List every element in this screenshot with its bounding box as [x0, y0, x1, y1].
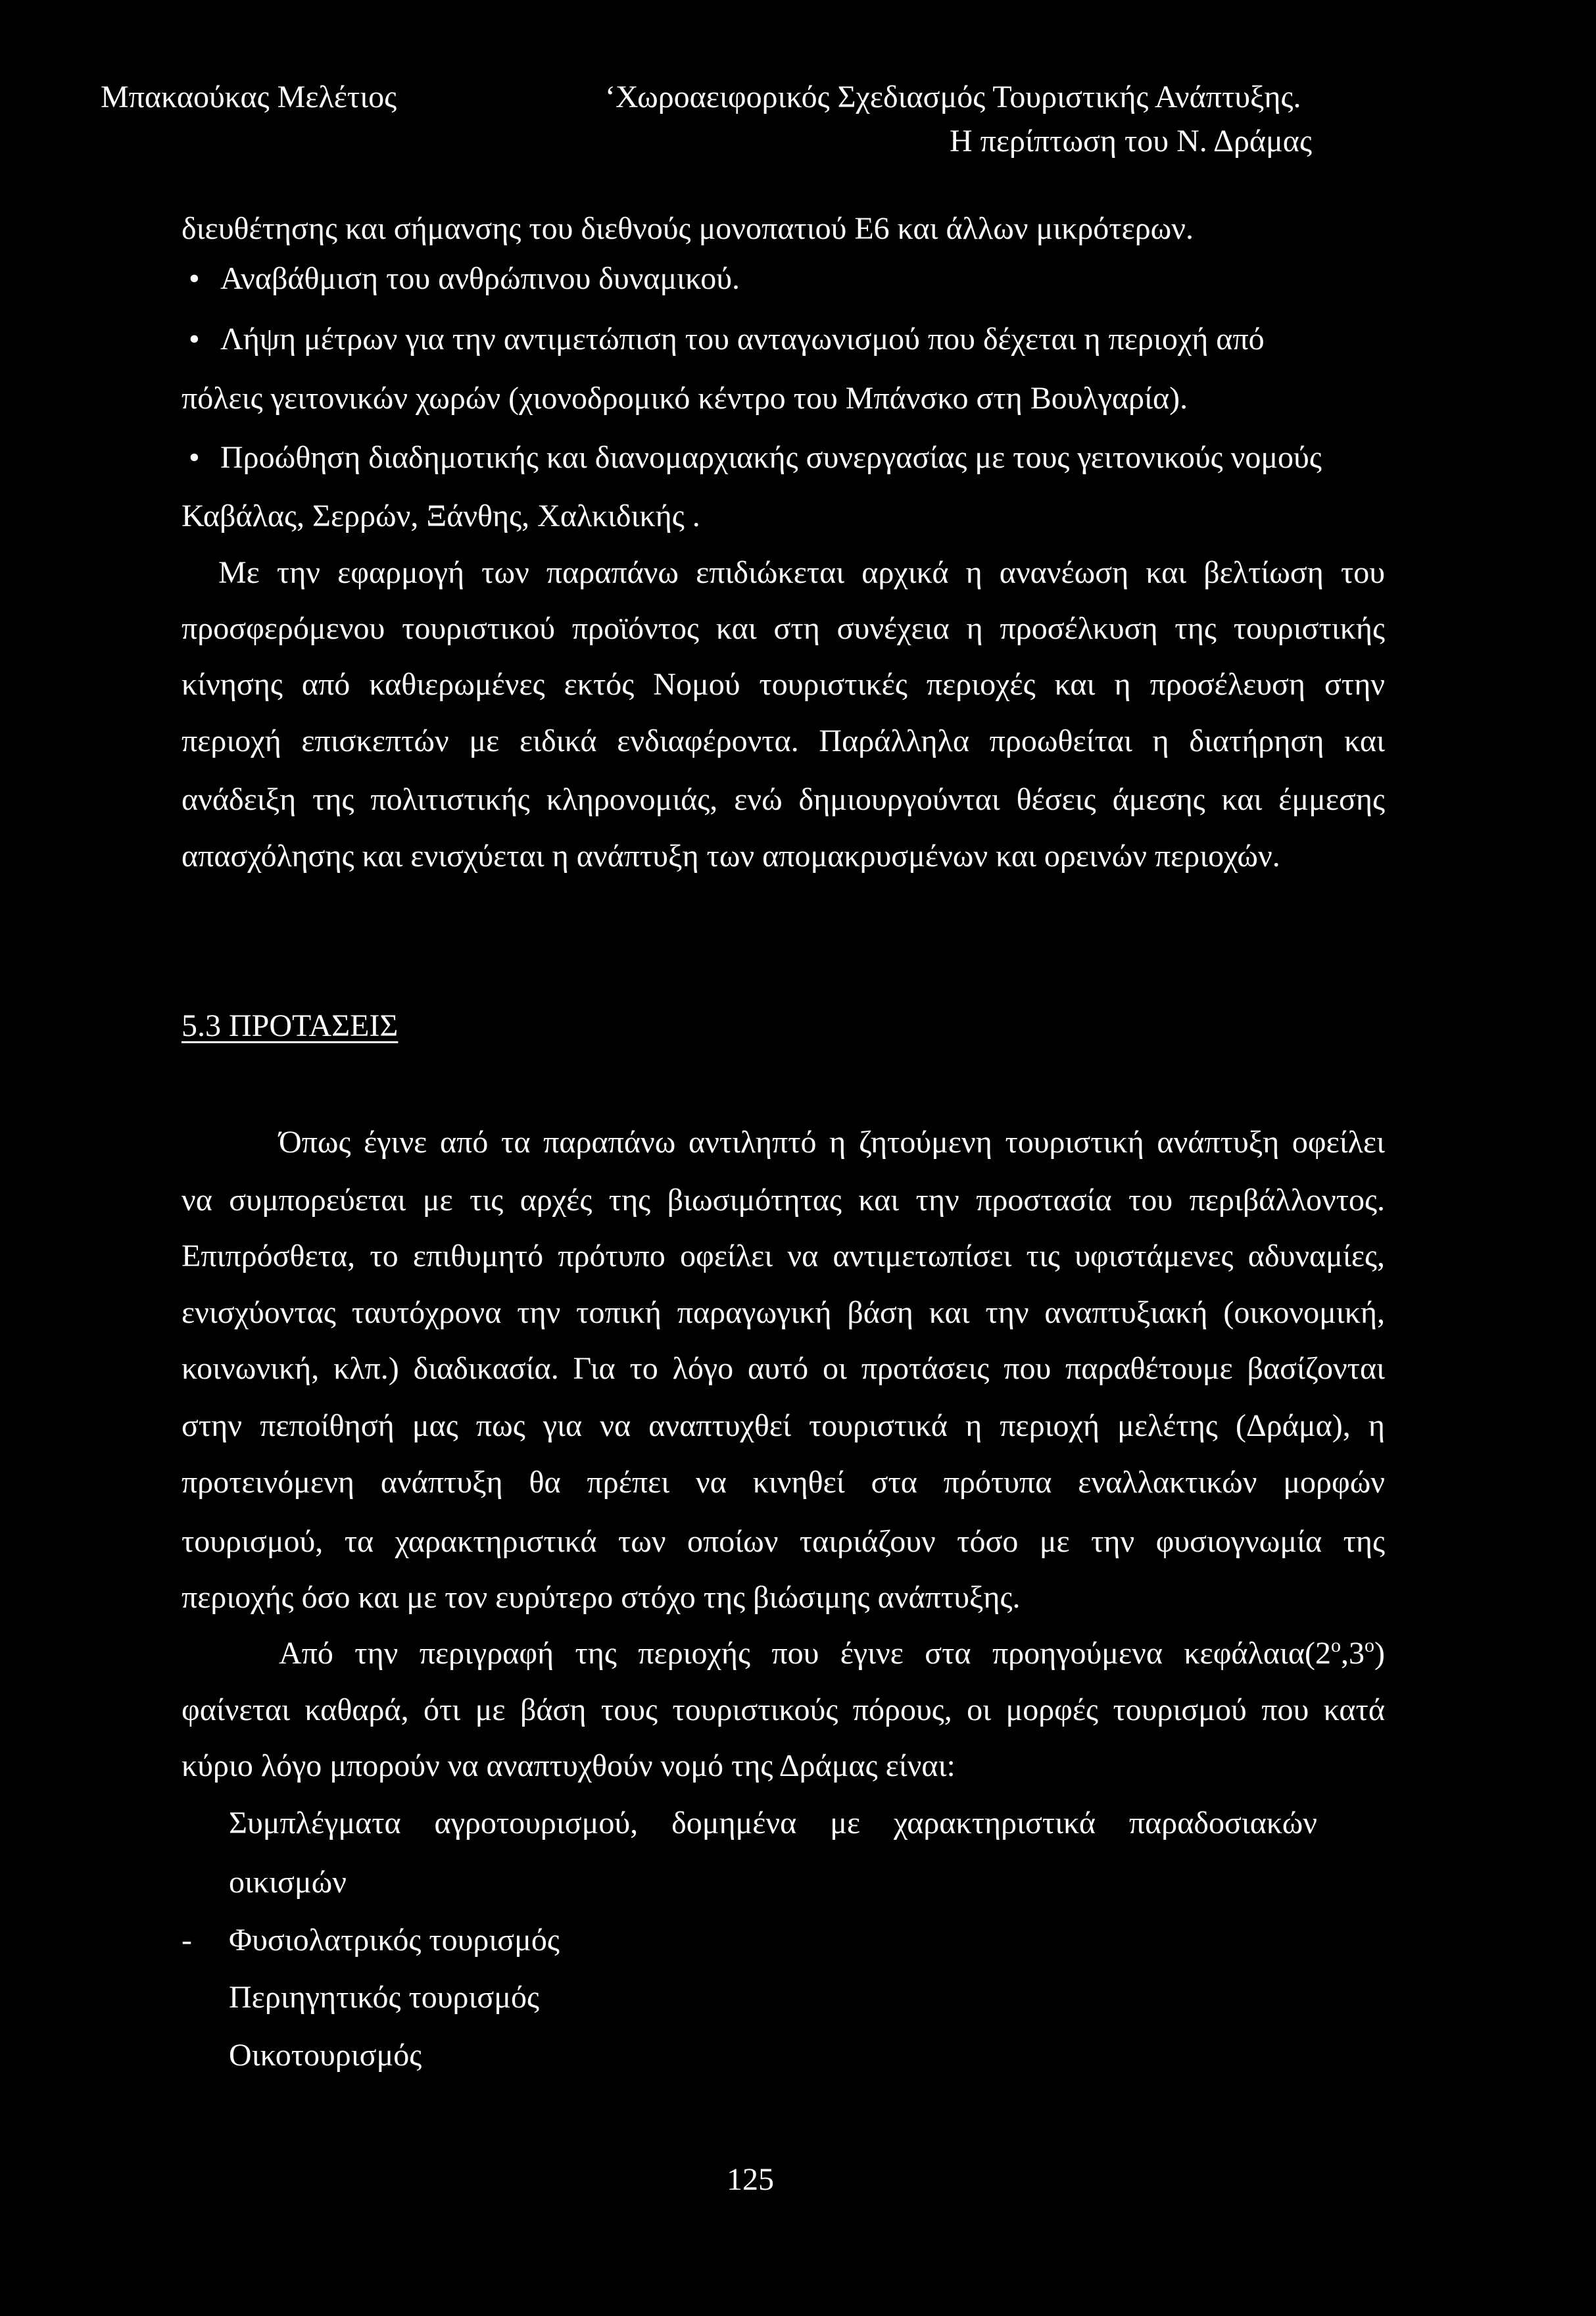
list-item: Συμπλέγματα αγροτουρισμού, δομημένα με χαρακτηριστικά παραδοσιακών	[229, 1806, 1317, 1840]
paragraph-line: ανάδειξη της πολιτιστικής κληρονομιάς, ενώ δημιουργούνται θέσεις άμεσης και έμμεσης	[181, 782, 1385, 817]
header-title-line-2: Η περίπτωση του Ν. Δράμας	[950, 124, 1312, 159]
paragraph-line: περιοχής όσο και με τον ευρύτερο στόχο της βιώσιμης ανάπτυξης.	[181, 1580, 1021, 1615]
paragraph-line: περιοχή επισκεπτών με ειδικά ενδιαφέροντα. Παράλληλα προωθείται η διατήρηση και	[181, 724, 1385, 758]
paragraph-line: κοινωνική, κλπ.) διαδικασία. Για το λόγο αυτό οι προτάσεις που παραθέτουμε βασίζονται	[181, 1351, 1385, 1386]
list-item: Φυσιολατρικός τουρισμός	[229, 1923, 560, 1958]
paragraph-line: κίνησης από καθιερωμένες εκτός Νομού τουριστικές περιοχές και η προσέλευση στην	[181, 667, 1385, 702]
paragraph-line: προσφερόμενου τουριστικού προϊόντος και στη συνέχεια η προσέλκυση της τουριστικής	[181, 611, 1385, 646]
paragraph-line: φαίνεται καθαρά, ότι με βάση τους τουριστικούς πόρους, οι μορφές τουρισμού που κατά	[181, 1692, 1385, 1727]
bullet-marker: •	[189, 322, 200, 357]
paragraph-line: απασχόλησης και ενισχύεται η ανάπτυξη των απομακρυσμένων και ορεινών περιοχών.	[181, 839, 1280, 874]
chapter-ref-close: )	[1374, 1636, 1385, 1671]
list-dash-marker: -	[181, 1923, 192, 1958]
chapter-ref-text: Από την περιγραφή της περιοχής που έγινε στα προηγούμενα κεφάλαια(2	[279, 1636, 1332, 1671]
page-number: 125	[727, 2162, 774, 2197]
superscript-ordinal: o	[1331, 1635, 1342, 1656]
bullet-marker: •	[189, 261, 200, 296]
paragraph-line: Όπως έγινε από τα παραπάνω αντιληπτό η ζητούμενη τουριστική ανάπτυξη οφείλει	[279, 1125, 1385, 1160]
bullet-item-text: πόλεις γειτονικών χωρών (χιονοδρομικό κέντρο του Μπάνσκο στη Βουλγαρία).	[181, 381, 1188, 416]
list-item: Οικοτουρισμός	[229, 2038, 422, 2073]
section-heading: 5.3 ΠΡΟΤΑΣΕΙΣ	[181, 1008, 399, 1043]
bullet-item-text: Λήψη μέτρων για την αντιμετώπιση του ανταγωνισμού που δέχεται η περιοχή από	[220, 322, 1265, 357]
paragraph-line: Με την εφαρμογή των παραπάνω επιδιώκεται αρχικά η ανανέωση και βελτίωση του	[218, 555, 1385, 590]
paragraph-line: κύριο λόγο μπορούν να αναπτυχθούν νομό της Δράμας είναι:	[181, 1748, 955, 1783]
header-title-line-1: ‘Χωροαειφορικός Σχεδιασμός Τουριστικής Ανάπτυξης.	[605, 80, 1301, 114]
bullet-item-text: Καβάλας, Σερρών, Ξάνθης, Χαλκιδικής .	[181, 499, 700, 533]
paragraph-line-with-chapter-refs	[279, 1625, 1385, 1682]
paragraph-line: να συμπορεύεται με τις αρχές της βιωσιμότητας και την προστασία του περιβάλλοντος.	[181, 1183, 1385, 1218]
chapter-ref-separator: ,3	[1341, 1636, 1365, 1671]
continuation-line: διευθέτησης και σήμανσης του διεθνούς μονοπατιού Ε6 και άλλων μικρότερων.	[181, 211, 1194, 246]
bullet-item-text: Προώθηση διαδημοτικής και διανομαρχιακής συνεργασίας με τους γειτονικούς νομούς	[220, 440, 1322, 475]
superscript-ordinal: o	[1365, 1635, 1375, 1656]
paragraph-line: στην πεποίθησή μας πως για να αναπτυχθεί τουριστικά η περιοχή μελέτης (Δράμα), η	[181, 1408, 1385, 1443]
bullet-item-text: Αναβάθμιση του ανθρώπινου δυναμικού.	[220, 261, 740, 296]
list-item: οικισμών	[229, 1865, 347, 1900]
header-author: Μπακαούκας Μελέτιος	[101, 80, 397, 114]
paragraph-line: ενισχύοντας ταυτόχρονα την τοπική παραγωγική βάση και την αναπτυξιακή (οικονομική,	[181, 1295, 1385, 1330]
bullet-marker: •	[189, 440, 200, 475]
paragraph-line: τουρισμού, τα χαρακτηριστικά των οποίων ταιριάζουν τόσο με την φυσιογνωμία της	[181, 1524, 1385, 1559]
paragraph-line: προτεινόμενη ανάπτυξη θα πρέπει να κινηθεί στα πρότυπα εναλλακτικών μορφών	[181, 1465, 1385, 1500]
paragraph-line: Επιπρόσθετα, το επιθυμητό πρότυπο οφείλει να αντιμετωπίσει τις υφιστάμενες αδυναμίες,	[181, 1239, 1385, 1273]
list-item: Περιηγητικός τουρισμός	[229, 1980, 539, 2015]
